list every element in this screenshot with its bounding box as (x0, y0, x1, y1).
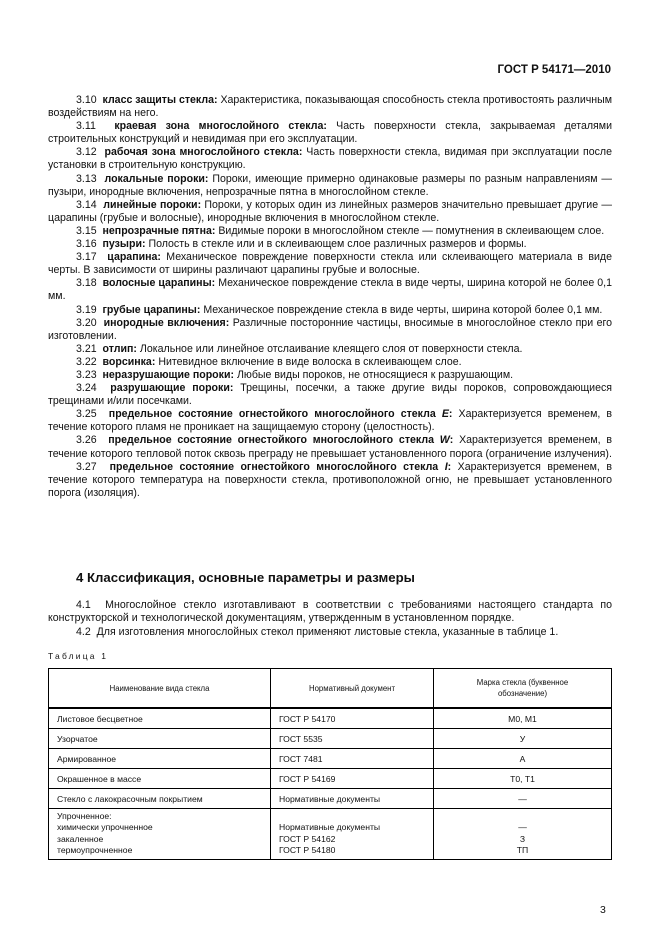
definition-number: 3.23 (76, 368, 97, 381)
definition-item (48, 120, 612, 146)
group-item: ГОСТ Р 54180 (279, 845, 336, 856)
term-letter: I (444, 460, 448, 473)
term-text: рабочая зона многослойного стекла (104, 146, 299, 159)
definition-term: инородные включения: (103, 316, 230, 329)
definition-term: предельное состояние огнестойкого многослойного стекла E: (108, 408, 453, 421)
definition-number: 3.10 (76, 94, 97, 106)
cell-normative-doc: ГОСТ 7481 (271, 749, 434, 769)
cell-glass-type (49, 809, 271, 860)
definition-term: неразрушающие пороки: (102, 368, 234, 381)
section-heading: 4 Классификация, основные параметры и размеры (76, 570, 415, 585)
definition-item (48, 199, 612, 225)
table-row-group (49, 809, 612, 860)
table-row (49, 729, 612, 749)
paragraph (48, 626, 612, 639)
definition-number: 3.16 (76, 238, 97, 251)
group-item: химически упрочненное (57, 822, 153, 833)
term-text: отлип (102, 342, 134, 355)
definition-item (48, 382, 612, 408)
term-text: локальные пороки (104, 172, 205, 185)
definition-term: разрушающие пороки: (110, 382, 234, 395)
definition-number: 3.13 (76, 172, 97, 185)
definition-text: Характеристика, показывающая способность стекла противостоять различным воздействиям на него. (48, 94, 613, 120)
definition-item (48, 94, 612, 120)
header-glass-type: Наименование вида стекла (49, 669, 271, 709)
definition-term: предельное состояние огнестойкого многослойного стекла W: (108, 434, 454, 447)
cell-glass-mark: У (434, 729, 612, 749)
paragraph-number: 4.2 (76, 625, 91, 638)
definition-item (48, 238, 612, 251)
cell-glass-mark (434, 809, 612, 860)
term-letter: W (439, 434, 450, 447)
term-text: класс защиты стекла (102, 94, 214, 106)
definition-text: Различные посторонние частицы, вносимые в многослойное стекло при его изготовлении. (48, 316, 612, 342)
definition-term: царапина: (107, 251, 161, 264)
cell-glass-type: Листовое бесцветное (49, 708, 271, 729)
definition-term: класс защиты стекла: (102, 94, 218, 106)
definition-number: 3.24 (76, 382, 97, 395)
glass-types-table (48, 668, 612, 860)
definition-item (48, 225, 612, 238)
definition-text: Нитевидное включение в виде волоска в склеивающем слое. (158, 355, 462, 368)
group-item: — (518, 822, 527, 833)
cell-normative-doc: ГОСТ Р 54170 (271, 708, 434, 729)
group-title: Упрочненное: (57, 811, 112, 821)
definition-text: Механическое повреждение стекла в виде черты, ширина которой не более 0,1 мм. (48, 277, 613, 303)
definition-number: 3.17 (76, 251, 97, 264)
definition-text: Пороки, имеющие примерно одинаковые размеры по разным направлениям — пузыри, инородные включения, непрозрачные пятна в многослойном стекле. (48, 172, 613, 198)
definition-item (48, 317, 612, 343)
definition-number: 3.21 (76, 342, 97, 355)
cell-glass-type: Армированное (49, 749, 271, 769)
definition-item (48, 343, 612, 356)
definition-number: 3.12 (76, 146, 97, 159)
paragraph-text: Для изготовления многослойных стекол применяют листовые стекла, указанные в таблице 1. (96, 625, 559, 638)
section-4-paragraphs (48, 599, 612, 639)
definitions-list (48, 94, 612, 500)
definition-term: рабочая зона многослойного стекла: (104, 146, 303, 159)
cell-glass-type: Окрашенное в массе (49, 769, 271, 789)
term-letter: E (441, 408, 449, 421)
definition-item (48, 434, 612, 460)
table-row (49, 789, 612, 809)
term-text: краевая зона многослойного стекла (114, 120, 324, 133)
paragraph-text: Многослойное стекло изготавливают в соответствии с требованиями настоящего стандарта по конструкторской и технологической документациям, утвержденным в установленном порядке. (48, 599, 613, 625)
definition-text: Механическое повреждение поверхности стекла или склеивающего материала в виде черты. В зависимости от ширины различают царапины грубые и волосные. (48, 251, 613, 277)
term-text: пузыри (102, 238, 142, 251)
definition-term: краевая зона многослойного стекла: (114, 120, 327, 133)
definition-text: Часть поверхности стекла, закрываемая деталями строительных конструкций и невидимая при его эксплуатации. (48, 120, 612, 146)
cell-glass-mark: Т0, Т1 (434, 769, 612, 789)
definition-text: Пороки, у которых один из линейных размеров значительно превышает другие — царапины (грубые и волосные), инородные включения в многослойном стекле. (48, 198, 613, 224)
definition-number: 3.19 (76, 303, 97, 316)
header-normative-doc: Нормативный документ (271, 669, 434, 709)
definition-item (48, 461, 612, 500)
definition-item (48, 173, 612, 199)
paragraph-number: 4.1 (76, 599, 91, 611)
definition-item (48, 277, 612, 303)
definition-term: линейные пороки: (103, 198, 202, 211)
definition-text: Видимые пороки в многослойном стекле — помутнения в склеивающем слое. (218, 224, 605, 237)
group-item: ГОСТ Р 54162 (279, 833, 336, 844)
definition-text: Локальное или линейное отслаивание клеящего слоя от поверхности стекла. (139, 342, 523, 355)
term-text: волосные царапины (102, 277, 212, 290)
definition-text: Характеризуется временем, в течение которого пламя не проникает на защищаемую сторону (целостность). (48, 408, 613, 434)
definition-term: непрозрачные пятна: (102, 224, 216, 237)
definition-item (48, 146, 612, 172)
term-text: грубые царапины (102, 303, 197, 316)
group-item: З (519, 833, 526, 844)
definition-item (48, 356, 612, 369)
definition-term: локальные пороки: (104, 172, 209, 185)
term-text: предельное состояние огнестойкого многослойного стекла (108, 434, 440, 447)
definition-term: предельное состояние огнестойкого многослойного стекла I: (109, 460, 452, 473)
table-row (49, 749, 612, 769)
definition-number: 3.25 (76, 408, 97, 421)
cell-glass-mark: М0, М1 (434, 708, 612, 729)
table-row (49, 708, 612, 729)
definition-text: Полость в стекле или и в склеивающем слое различных размеров и формы. (148, 238, 527, 251)
cell-normative-doc: Нормативные документы (271, 789, 434, 809)
group-item: закаленное (57, 833, 104, 844)
definition-item (48, 408, 612, 434)
term-text: непрозрачные пятна (102, 224, 212, 237)
definition-item (48, 251, 612, 277)
definition-item (48, 369, 612, 382)
definition-text: Характеризуется временем, в течение которого температура на поверхности стекла, противоположной огню, не превышает установленного порога (изоляция). (48, 460, 612, 499)
cell-glass-type: Стекло с лакокрасочным покрытием (49, 789, 271, 809)
definition-number: 3.22 (76, 355, 97, 368)
definition-number: 3.27 (76, 460, 97, 473)
definition-text: Часть поверхности стекла, видимая при эксплуатации после установки в строительную конструкцию. (48, 146, 612, 172)
definition-item (48, 304, 612, 317)
term-text: предельное состояние огнестойкого многослойного стекла (109, 460, 445, 473)
definition-term: ворсинка: (102, 355, 156, 368)
definition-number: 3.15 (76, 224, 97, 237)
table-caption: Таблица 1 (48, 651, 109, 661)
cell-normative-doc: ГОСТ 5535 (271, 729, 434, 749)
term-text: предельное состояние огнестойкого многослойного стекла (108, 408, 442, 421)
term-text: разрушающие пороки (110, 382, 230, 395)
term-text: инородные включения (103, 316, 226, 329)
cell-glass-mark: А (434, 749, 612, 769)
document-code: ГОСТ Р 54171—2010 (497, 64, 611, 76)
definition-number: 3.14 (76, 198, 97, 211)
definition-number: 3.20 (76, 316, 97, 329)
cell-glass-type: Узорчатое (49, 729, 271, 749)
definition-number: 3.18 (76, 277, 97, 290)
cell-glass-mark: — (434, 789, 612, 809)
term-text: царапина (107, 251, 158, 264)
header-glass-mark: Марка стекла (буквенное обозначение) (434, 669, 612, 709)
cell-normative-doc (271, 809, 434, 860)
definition-term: отлип: (102, 342, 137, 355)
definition-term: грубые царапины: (102, 303, 201, 316)
term-text: линейные пороки (103, 198, 198, 211)
page-number: 3 (600, 904, 606, 916)
cell-normative-doc: ГОСТ Р 54169 (271, 769, 434, 789)
paragraph (48, 599, 612, 626)
definition-text: Трещины, посечки, а также другие виды пороков, сопровождающиеся трещинами и/или посечками. (48, 382, 613, 408)
table-row (49, 769, 612, 789)
definition-term: пузыри: (102, 238, 146, 251)
table-header-row (49, 669, 612, 709)
definition-term: волосные царапины: (102, 277, 216, 290)
definition-text: Любые виды пороков, не относящиеся к разрушающим. (236, 368, 514, 381)
definition-text: Характеризуется временем, в течение которого тепловой поток сквозь преграду не превышает установленного порога (ограничение излучения). (48, 434, 612, 460)
group-item: Нормативные документы (279, 822, 381, 833)
term-text: неразрушающие пороки (102, 368, 231, 381)
term-text: ворсинка (102, 355, 152, 368)
definition-number: 3.11 (76, 120, 96, 133)
definition-text: Механическое повреждение стекла в виде черты, ширина которой более 0,1 мм. (203, 303, 603, 316)
definition-number: 3.26 (76, 434, 97, 447)
group-item: ТП (516, 845, 529, 856)
group-item: термоупрочненное (57, 845, 133, 856)
